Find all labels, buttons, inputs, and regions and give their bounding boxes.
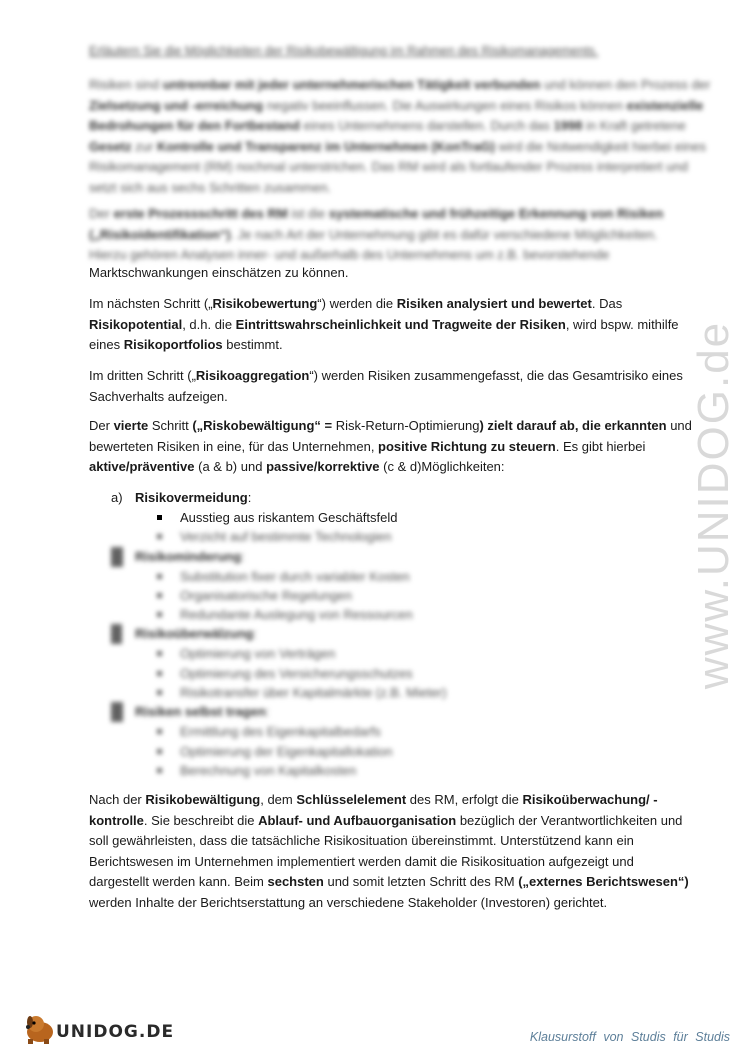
list-item-text: Substitution fixer durch variabler Kosten [180, 568, 410, 584]
bold-text: ) zielt darauf ab, die erkannten [479, 418, 667, 433]
bold-text: Kontrolle und Transparenz im Unternehmen (KonTraG) [156, 138, 495, 154]
text-run: und können den Prozess der [540, 77, 711, 92]
text-run: (a & b) und [194, 459, 267, 474]
text-run: bezüglich der Verantwortlichkeiten und [456, 812, 683, 828]
bold-text: Risiken analysiert und bewertet [396, 296, 592, 311]
list-marker: b) [111, 547, 123, 567]
text-line [89, 335, 681, 356]
list-item [89, 567, 681, 586]
list-item [89, 644, 681, 663]
text-run: Schritt [148, 418, 193, 433]
list-category-label [135, 488, 251, 508]
list-marker: c) [111, 624, 122, 644]
bold-text: 1998 [553, 118, 583, 133]
list-item-text: Ausstieg aus riskantem Geschäftsfeld [180, 510, 398, 525]
bold-text: Risikobewertung [212, 296, 318, 311]
text-line [89, 157, 688, 178]
text-line: Marktschwankungen einschätzen zu können. [89, 265, 349, 280]
text-run: bewerteten Risiken in eine, für das Unternehmen, [89, 438, 379, 454]
bold-text: Risiken selbst tragen [135, 704, 266, 720]
text-run: (c & d)Möglichkeiten: [379, 459, 505, 474]
text-line [89, 811, 681, 832]
text-run: , dem [260, 792, 297, 807]
list-category-label [135, 702, 269, 722]
square-bullet-icon [157, 671, 162, 676]
bold-text: Risikoportfolios [123, 337, 223, 352]
bold-text: kontrolle [89, 812, 144, 828]
text-run: , wird bspw. mithilfe [565, 316, 679, 332]
bold-text: systematische und frühzeitige Erkennung von Risiken [328, 206, 664, 221]
bold-text: existenzielle [626, 97, 704, 113]
text-line [89, 366, 681, 387]
page-heading: Erläutern Sie die Möglichkeiten der Risikobewältigung im Rahmen des Risikomanagements. [89, 44, 599, 58]
square-bullet-icon [157, 768, 162, 773]
paragraph-step-two [89, 294, 681, 356]
text-run: negativ beeinflussen. Die Auswirkungen eines Risikos können [263, 97, 627, 113]
bold-text: Schlüsselelement [296, 792, 407, 807]
text-line [89, 137, 706, 158]
list-category [89, 702, 681, 722]
text-run: Der [89, 206, 114, 221]
list-item-text: Optimierung der Eigenkapitallokation [180, 743, 393, 759]
text-run: setzt sich aus sechs Schritten zusammen. [89, 179, 332, 195]
text-run: und [666, 418, 692, 433]
paragraph-step-one-visible [89, 263, 681, 284]
text-run: Risiken sind [89, 77, 163, 92]
list-item [89, 722, 681, 741]
text-run: und somit letzten Schritt des RM [323, 874, 519, 889]
list-item [89, 605, 681, 624]
square-bullet-icon [157, 729, 162, 734]
text-line [89, 225, 681, 246]
text-run: : [265, 704, 270, 720]
bold-text: („Riskobewältigung“ = [192, 418, 333, 433]
list-category [89, 624, 681, 644]
bold-text: Eintrittswahrscheinlichkeit und Tragweite der Risiken [235, 316, 566, 332]
list-item-text: Berechnung von Kapitalkosten [180, 762, 357, 778]
text-run: . Sie beschreibt die [143, 812, 259, 828]
text-run: “) werden Risiken zusammengefasst, die das Gesamtrisiko eines [309, 368, 683, 383]
text-run: ist die [287, 206, 329, 221]
text-run: Risk-Return-Optimierung [332, 418, 480, 433]
bold-text: Risikopotential [89, 316, 183, 332]
text-run: wird die Notwendigkeit hierbei eines [494, 138, 706, 154]
bold-text: Ablauf- und Aufbauorganisation [258, 812, 457, 828]
text-line [89, 416, 692, 437]
bold-text: Zielsetzung und -erreichung [89, 97, 264, 113]
list-item [89, 527, 681, 546]
text-run: . Je nach Art der Unternehmung gibt es dafür verschiedene Möglichkeiten. [230, 226, 658, 242]
text-run: : [241, 548, 245, 564]
square-bullet-icon [157, 612, 162, 617]
text-run: : [253, 626, 258, 642]
text-run: . Das [591, 296, 623, 311]
square-bullet-icon [157, 574, 162, 579]
text-run: “) werden die [317, 296, 397, 311]
text-line [89, 457, 681, 478]
paragraph-intro [89, 75, 711, 198]
paragraph-step-one-blurred [89, 204, 681, 266]
text-run: Risikomanagement (RM) nochmal unterstrichen. Das RM wird als fortlaufender Prozess interpretiert und [89, 159, 688, 174]
text-run: , d.h. die [182, 316, 236, 332]
list-item [89, 761, 681, 780]
square-bullet-icon [157, 515, 162, 520]
bold-text: sechsten [267, 874, 324, 889]
bold-text: Risikoaggregation [195, 368, 310, 383]
text-run: Im nächsten Schritt („ [89, 296, 213, 311]
text-run: Sachverhalts aufzeigen. [89, 388, 228, 404]
square-bullet-icon [157, 651, 162, 656]
text-line [89, 893, 681, 914]
list-category [89, 547, 681, 567]
unidog-logo [22, 1008, 175, 1048]
text-line [89, 75, 711, 96]
text-line [89, 790, 681, 811]
measures-list [89, 488, 681, 780]
list-item-text: Risikotransfer über Kapitalmärkte (z.B. Mieter) [180, 685, 447, 701]
bold-text: Risikominderung [135, 548, 242, 564]
list-category [89, 488, 681, 508]
bold-text: erste Prozessschritt des RM [113, 206, 288, 221]
list-item-text: Optimierung des Versicherungsschutzes [180, 665, 413, 681]
paragraph-step-five-six [89, 790, 689, 913]
text-run: des RM, erfolgt die [406, 792, 523, 807]
footer-tagline: Klausurstoff von Studis für Studis [529, 1030, 730, 1044]
text-line [89, 96, 704, 117]
list-marker: a) [111, 490, 123, 505]
list-item [89, 586, 681, 605]
bold-text: aktive/präventive [89, 459, 195, 474]
paragraph-step-three [89, 366, 681, 407]
square-bullet-icon [157, 749, 162, 754]
text-line [89, 294, 681, 315]
text-run: zur [131, 138, 157, 154]
bold-text: („externes Berichtswesen“) [518, 874, 689, 889]
list-item [89, 683, 681, 702]
list-item-text: Verzicht auf bestimmte Technologien [180, 529, 392, 545]
text-run: eines [89, 337, 124, 352]
list-category-label [135, 547, 245, 567]
bold-text: Bedrohungen für den Fortbestand [89, 118, 300, 133]
bold-text: Risikobewältigung [145, 792, 261, 807]
list-item-text: Redundante Auslegung von Ressourcen [180, 607, 413, 623]
bold-text: („Risikoidentifikation“) [89, 226, 231, 242]
bold-text: vierte [113, 418, 149, 433]
text-run: Hierzu gehören Analysen inner- und außerhalb des Unternehmens um z.B. bevorstehende [89, 247, 610, 262]
text-run: Der [89, 418, 114, 433]
bold-text: Gesetz [89, 138, 132, 154]
text-line [89, 437, 681, 458]
text-run: . Es gibt hierbei [555, 438, 646, 454]
text-run: eines Unternehmens darstellen. Durch das [299, 118, 554, 133]
text-line [89, 831, 681, 852]
text-line [89, 872, 689, 893]
text-run: : [247, 490, 252, 505]
text-line [89, 852, 681, 873]
text-run: in Kraft getretene [582, 118, 686, 133]
list-item [89, 508, 681, 527]
text-run: Im dritten Schritt („ [89, 368, 196, 383]
text-run: werden Inhalte der Berichtserstattung an verschiedene Stakeholder (Investoren) gerichtet. [89, 894, 608, 910]
text-line [89, 178, 681, 199]
text-run: bestimmt. [222, 337, 283, 352]
bold-text: positive Richtung zu steuern [378, 438, 556, 454]
text-line [89, 204, 681, 225]
square-bullet-icon [157, 690, 162, 695]
list-item-text: Organisatorische Regelungen [180, 587, 352, 603]
bold-text: passive/korrektive [266, 459, 380, 474]
watermark [684, 275, 744, 735]
text-run: dargestellt werden kann. Beim [89, 874, 268, 889]
square-bullet-icon [157, 534, 162, 539]
text-run: Berichtswesen im Unternehmen implementiert werden damit die Risikosituation aufgezeigt und [89, 853, 634, 869]
list-item-text: Optimierung von Verträgen [180, 646, 336, 662]
watermark-text: www.UNIDOG.de [689, 320, 738, 690]
text-run: Nach der [89, 792, 146, 807]
list-item [89, 742, 681, 761]
text-line [89, 116, 686, 137]
bold-text: Risikovermeidung [135, 490, 248, 505]
bold-text: Risikoüberwälzung [135, 626, 254, 642]
list-category-label [135, 624, 257, 644]
text-line [89, 387, 681, 408]
text-run: soll gewährleisten, dass die tatsächliche Risikosituation übereinstimmt. Unterstützend kann ein [89, 833, 634, 848]
logo-text: UNIDOG.DE [56, 1022, 175, 1042]
bold-text: Risikoüberwachung/ - [522, 792, 658, 807]
text-line [89, 315, 681, 336]
list-item-text: Ermittlung des Eigenkapitalbedarfs [180, 724, 381, 740]
list-item [89, 664, 681, 683]
paragraph-step-four [89, 416, 692, 478]
bold-text: untrennbar mit jeder unternehmerischen Tätigkeit verbunden [162, 77, 541, 92]
square-bullet-icon [157, 593, 162, 598]
list-marker: d) [111, 702, 123, 722]
